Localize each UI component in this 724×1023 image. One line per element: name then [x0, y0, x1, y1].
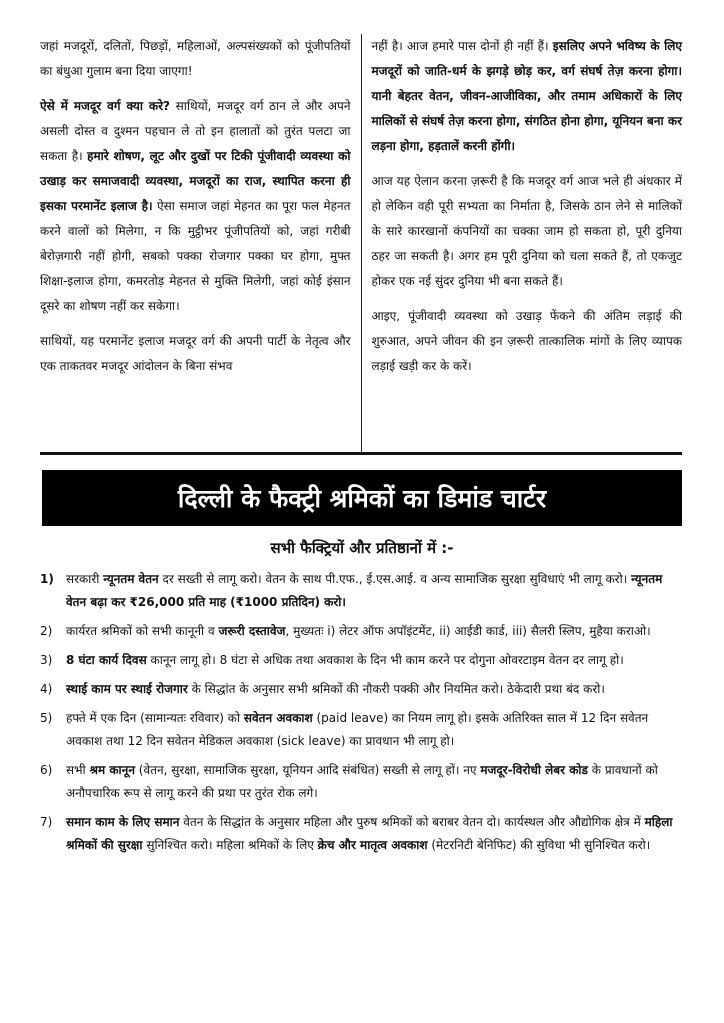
demand-plain-text: सुनिश्चित करो। महिला श्रमिकों के लिए	[142, 838, 318, 852]
demand-number: 3)	[40, 653, 53, 667]
demand-bold-text: 8 घंटा कार्य दिवस	[66, 653, 147, 667]
demand-plain-text: (वेतन, सुरक्षा, सामाजिक सुरक्षा, यूनियन आदि संबंधित) सख्ती से लागू हों। नए	[134, 763, 481, 777]
demand-bold-text: सवेतन अवकाश	[243, 711, 313, 725]
demand-item	[40, 649, 682, 672]
horizontal-rule	[40, 452, 682, 455]
demand-item	[40, 620, 682, 643]
demand-text	[66, 707, 682, 753]
demand-number: 4)	[40, 682, 53, 696]
demand-text	[66, 678, 682, 701]
paragraph-text: साथियों, मजदूर वर्ग ठान ले और अपने असली दोस्त व दुश्मन पहचान ले तो इन हालातों को तुरंत पलटा जा सकता है।	[40, 99, 351, 163]
demand-text	[66, 568, 682, 614]
demand-plain-text: सरकारी	[66, 572, 104, 586]
demand-plain-text: , मुख्यतः i) लेटर ऑफ अपॉइंटमेंट, ii) आईडी कार्ड, iii) सैलरी स्लिप, मुहैया कराओ।	[285, 624, 651, 638]
demand-bold-text: न्यूनतम वेतन	[103, 572, 159, 586]
demand-list	[40, 568, 682, 863]
bold-statement: हमारे शोषण, लूट और दुखों पर टिकी पूंजीवादी व्यवस्था को उखाड़ कर समाजवादी व्यवस्था, मजदूरों का राज, स्थापित करना ही इसका परमानेंट इलाज है।	[40, 149, 351, 213]
right-paragraph-2	[372, 169, 683, 294]
demand-number: 2)	[40, 624, 53, 638]
left-paragraph-1	[40, 34, 351, 84]
demand-number: 5)	[40, 711, 53, 725]
left-paragraph-3	[40, 329, 351, 379]
demand-plain-text: (मेटरनिटी बेनिफिट) की सुविधा भी सुनिश्चित करो।	[427, 838, 651, 852]
demand-bold-text: श्रम कानून	[89, 763, 135, 777]
right-paragraph-1	[372, 34, 683, 159]
paragraph-text: आइए, पूंजीवादी व्यवस्था को उखाड़ फेंकने की अंतिम लड़ाई की शुरुआत, अपने जीवन की इन ज़रूरी तात्कालिक मांगों के लिए व्यापक लड़ाई खड़ी कर के करें।	[371, 309, 682, 373]
charter-banner	[42, 470, 682, 526]
paragraph-text: आज यह ऐलान करना ज़रूरी है कि मजदूर वर्ग आज भले ही अंधकार में हो लेकिन वही पूरी सभ्यता का निर्माता है, जिसके ठान लेने से मालिकों के सारे कारखानों कंपनियों का चक्का जाम हो सकता हो, पूरी दुनिया ठहर जा सकती है। अगर हम पूरी दुनिया को चला सकते हैं, तो एकजुट होकर एक नई सुंदर दुनिया भी बना सकते हैं।	[371, 174, 682, 288]
demand-plain-text: हफ्ते में एक दिन (सामान्यतः रविवार) को	[66, 711, 244, 725]
left-column	[40, 34, 361, 452]
demand-bold-text: समान काम के लिए समान	[66, 815, 180, 829]
demand-bold-text: जरूरी दस्तावेज	[218, 624, 286, 638]
demand-plain-text: कानून लागू हो। 8 घंटा से अधिक तथा अवकाश के दिन भी काम करने पर दोगुना ओवरटाइम वेतन दर लागू हो।	[146, 653, 624, 667]
demand-item	[40, 568, 682, 614]
demand-number: 1)	[40, 572, 54, 586]
paragraph-text: जहां मजदूरों, दलितों, पिछड़ों, महिलाओं, अल्पसंख्यकों को पूंजीपतियों का बंधुआ गुलाम बना दिया जाएगा!	[40, 39, 351, 78]
demand-plain-text: वेतन के सिद्धांत के अनुसार महिला और पुरुष श्रमिकों को बराबर वेतन दो। कार्यस्थल और औद्योगिक क्षेत्र में	[179, 815, 645, 829]
demand-bold-text: महिला श्रमिकों की सुरक्षा	[66, 815, 673, 852]
demand-bold-text: क्रेच और मातृत्व अवकाश	[317, 838, 428, 852]
banner-title: दिल्ली के फैक्ट्री श्रमिकों का डिमांड चार्टर	[177, 484, 547, 513]
bold-question: ऐसे में मजदूर वर्ग क्या करे?	[40, 99, 171, 113]
demand-plain-text: दर सख्ती से लागू करो। वेतन के साथ पी.एफ., ई.एस.आई. व अन्य सामाजिक सुरक्षा सुविधाएं भी लागू करो।	[158, 572, 632, 586]
left-paragraph-2	[40, 94, 351, 319]
demand-item	[40, 678, 682, 701]
charter-subheading: सभी फैक्ट्रियों और प्रतिष्ठानों में :-	[270, 539, 454, 557]
demand-number: 6)	[40, 763, 53, 777]
bold-statement: इसलिए अपने भविष्य के लिए मजदूरों को जाति-धर्म के झगड़े छोड़ कर, वर्ग संघर्ष तेज़ करना होगा। यानी बेहतर वेतन, जीवन-आजीविका, और तमाम अधिकारों के लिए मालिकों से संघर्ष तेज़ करना होगा, संगठित होना होगा, यूनियन बना कर लड़ना होगा, हड़तालें करनी होंगी।	[371, 39, 682, 153]
demand-text	[66, 620, 682, 643]
two-column-text	[40, 34, 682, 452]
demand-plain-text: कार्यरत श्रमिकों को सभी कानूनी व	[66, 624, 219, 638]
demand-plain-text: (paid leave) का नियम लागू हो। इसके अतिरिक्त साल में 12 दिन सवेतन अवकाश तथा 12 दिन सवेतन मेडिकल अवकाश (sick leave) का प्रावधान भी लागू हो।	[66, 711, 649, 748]
demand-bold-text: न्यूनतम वेतन बढ़ा कर ₹26,000 प्रति माह (₹1000 प्रतिदिन) करो।	[66, 572, 663, 609]
demand-plain-text: के प्रावधानों को अनौपचारिक रूप से लागू करने की प्रथा पर तुरंत रोक लगे।	[66, 763, 658, 800]
demand-bold-text: मजदूर-विरोधी लेबर कोड	[480, 763, 588, 777]
paragraph-text: साथियों, यह परमानेंट इलाज मजदूर वर्ग की अपनी पार्टी के नेतृत्व और एक ताकतवर मजदूर आंदोलन के बिना संभव	[40, 334, 351, 373]
demand-text	[66, 649, 682, 672]
demand-bold-text: स्थाई काम पर स्थाई रोजगार	[66, 682, 188, 696]
demand-item	[40, 707, 682, 753]
paragraph-text: नहीं है। आज हमारे पास दोनों ही नहीं हैं।	[371, 39, 553, 53]
paragraph-text: ऐसा समाज जहां मेहनत का पूरा फल मेहनत करने वालों को मिलेगा, न कि मुट्ठीभर पूंजीपतियों को, जहां गरीबी बेरोज़गारी नहीं होगी, सबको पक्का रोजगार पक्का घर होगा, मुफ्त शिक्षा-इलाज होगा, कमरतोड़ मेहनत से मुक्ति मिलेगी, जहां कोई इंसान दूसरे का शोषण नहीं कर सकेगा।	[40, 199, 351, 313]
demand-number: 7)	[40, 815, 53, 829]
demand-text	[66, 811, 682, 857]
demand-text	[66, 759, 682, 805]
demand-item	[40, 811, 682, 857]
demand-plain-text: के सिद्धांत के अनुसार सभी श्रमिकों की नौकरी पक्की और नियमित करो। ठेकेदारी प्रथा बंद करो।	[187, 682, 605, 696]
right-paragraph-3	[372, 304, 683, 379]
demand-item	[40, 759, 682, 805]
right-column	[362, 34, 683, 452]
demand-plain-text: सभी	[66, 763, 90, 777]
